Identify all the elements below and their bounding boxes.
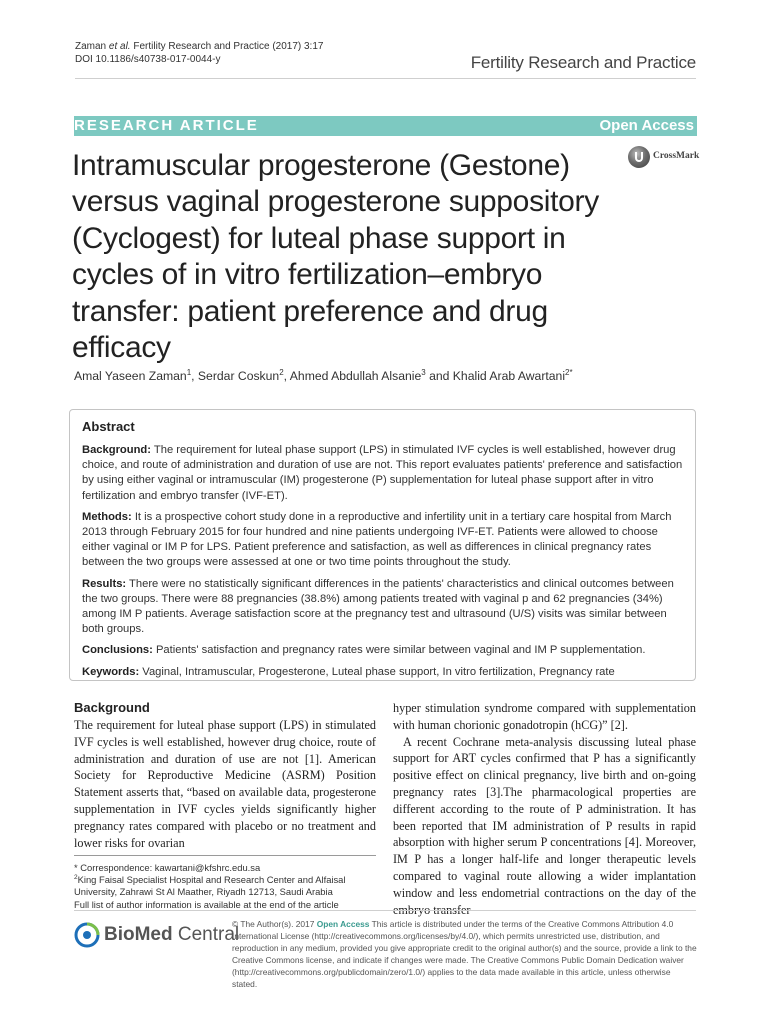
abstract-heading: Abstract	[82, 419, 135, 434]
crossmark-icon	[628, 146, 650, 168]
biomed-central-icon	[74, 922, 100, 948]
crossmark-label: CrossMark	[653, 151, 700, 161]
citation-line: Zaman et al. Fertility Research and Practice (2017) 3:17	[75, 41, 324, 52]
footnote-block	[74, 862, 376, 911]
license-text: © The Author(s). 2017 Open Access This article is distributed under the terms of the Creative Commons Attribution 4.0 International License (http://creativecommons.org/licenses/by/4.0/), which permits unrestricted use, distribution, and reproduction in any medium, provided you give appropriate credit to the original author(s) and the source, provide a link to the Creative Commons license, and indicate if changes were made. The Creative Commons Public Domain Dedication waiver (http://creativecommons.org/publicdomain/zero/1.0/) applies to the data made available in this article, unless otherwise stated.	[232, 919, 697, 990]
abstract-results: Results: There were no statistically significant differences in the patients' characteristics and clinical outcomes between the two groups. There were 88 pregnancies (38.8%) among patients treated with vaginal p and 62 pregnancies (34%) among IM P patients. Average satisfaction score at the pregnancy test and ultrasound (U/S) visits was similar between both groups.	[82, 577, 674, 636]
header-divider	[75, 78, 696, 79]
author-info-note: Full list of author information is available at the end of the article	[74, 898, 339, 910]
article-type-band	[74, 116, 697, 136]
author-affiliation: 1	[186, 367, 192, 377]
open-access-label: Open Access	[599, 117, 694, 134]
abstract-conclusions: Conclusions: Patients' satisfaction and pregnancy rates were similar between vaginal and IM P supplementation.	[82, 644, 646, 657]
left-paragraph: The requirement for luteal phase support (LPS) in stimulated IVF cycles is well established, however drug choice, route of administration and duration of use are not [1]. American Society for Reproductive Medicine (ASRM) Position Statement asserts that, “based on available data, progesterone supplementation in IVF cycles yields significantly higher pregnancy rates compared with placebo or no treatment and lower risks for ovarian	[74, 718, 376, 850]
section-heading-background: Background	[74, 700, 150, 715]
left-column	[74, 700, 376, 851]
author-name[interactable]: Serdar Coskun	[197, 369, 280, 383]
abstract-keywords: Keywords: Vaginal, Intramuscular, Progesterone, Luteal phase support, In vitro fertilization, Pregnancy rate	[82, 665, 615, 678]
crossmark-badge[interactable]	[628, 146, 698, 168]
biomed-central-wordmark: BioMed Central	[104, 924, 240, 945]
biomed-central-logo[interactable]	[74, 918, 240, 952]
correspondence-line[interactable]: * Correspondence: kawartani@kfshrc.edu.sa	[74, 862, 261, 873]
right-paragraph-2: A recent Cochrane meta-analysis discussing luteal phase support for ART cycles confirmed that P has a significantly positive effect on clinical pregnancy, live birth and on-going pregnancy rates [3].The pharmacological properties are different according to the route of P administration. It has been reported that IM administration of P results in rapid absorption with higher serum P concentrations [4]. Moreover, IM P has a longer half-life and longer therapeutic levels compared to vaginal route allowing a wider implantation window and less endometrial contractions on the day of the embryo transfer	[393, 734, 696, 917]
author-name[interactable]: Amal Yaseen Zaman	[74, 369, 187, 383]
footer-divider	[74, 910, 696, 911]
author-name[interactable]: Khalid Arab Awartani	[452, 369, 566, 383]
right-paragraph-1: hyper stimulation syndrome compared with supplementation with human chorionic gonadotropin (hCG)” [2].	[393, 701, 696, 732]
affiliation-line: $^2$King Faisal Specialist Hospital and Research Center and Alfaisal University, Zahrawi St Al Maather, Riyadh 12713, Saudi Arabia	[74, 874, 346, 898]
citation-block	[75, 40, 323, 66]
author-affiliation: 2	[279, 367, 284, 377]
abstract-body	[82, 443, 688, 686]
article-title: Intramuscular progesterone (Gestone) versus vaginal progesterone suppository (Cyclogest) for luteal phase support in cycles of in vitro fertilization–embryo transfer: patient preference and drug efficacy	[72, 149, 599, 365]
author-affiliation: 3	[421, 367, 426, 377]
author-affiliation: 2*	[565, 367, 573, 377]
journal-name: Fertility Research and Practice	[470, 53, 696, 72]
abstract-methods: Methods: It is a prospective cohort study done in a reproductive and infertility unit in a tertiary care hospital from March 2013 through February 2015 for four hundred and nine patients undergoing IVF-ET. Patients were allowed to choose either vaginal or IM P for LPS. Patient preference and satisfaction, as well as differences in clinical pregnancy rates between the two groups were assessed at one or two time points throughout the study.	[82, 510, 672, 569]
abstract-background: Background: The requirement for luteal phase support (LPS) in stimulated IVF cycles is well established, however drug choice, and route of administration and duration of use are not. This report evaluates patients' preference and satisfaction by using either vaginal or intramuscular (IM) progesterone (P) supplementation for luteal phase support after in vitro fertilization and embryo transfer (IVF-ET).	[82, 444, 683, 502]
footnote-divider	[74, 855, 376, 856]
author-list: Amal Yaseen Zaman$^1$, Serdar Coskun$^2$, Ahmed Abdullah Alsanie$^3$ and Khalid Arab Awartani$^{2*}$	[74, 367, 573, 383]
right-column	[393, 700, 696, 918]
author-name[interactable]: Ahmed Abdullah Alsanie	[289, 369, 422, 383]
doi-line[interactable]: DOI 10.1186/s40738-017-0044-y	[75, 54, 221, 65]
article-type: RESEARCH ARTICLE	[74, 117, 259, 134]
